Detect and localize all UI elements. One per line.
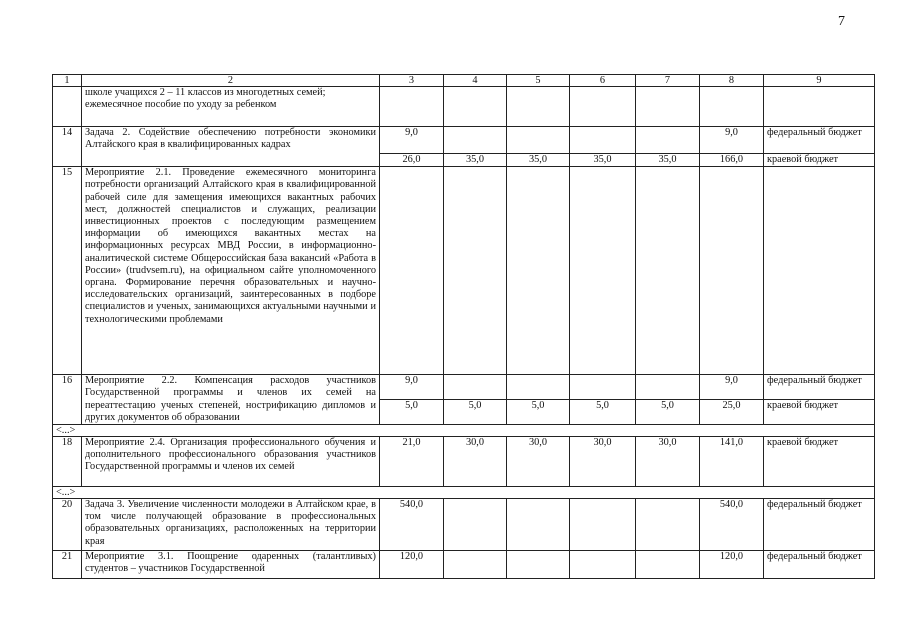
budget-table (52, 74, 875, 579)
header-cell: 4 (444, 75, 507, 87)
header-cell: 1 (53, 75, 82, 87)
row-number: 21 (53, 551, 82, 579)
omission-marker: <...> (53, 487, 875, 499)
value-cell: 540,0 (700, 499, 764, 551)
value-cell: 540,0 (380, 499, 444, 551)
header-cell: 8 (700, 75, 764, 87)
row-text: Мероприятие 2.2. Компенсация расходов участников Государственной программы и членов их семей на переаттестацию ученых степеней, нострификацию дипломов и других документов об образовании (82, 375, 380, 425)
table-row (53, 87, 875, 127)
source-cell: федеральный бюджет (764, 499, 875, 551)
header-cell: 5 (507, 75, 570, 87)
table-row (53, 499, 875, 551)
value-cell: 35,0 (570, 154, 636, 167)
value-cell: 35,0 (507, 154, 570, 167)
row-text: Мероприятие 2.1. Проведение ежемесячного мониторинга потребности организаций Алтайского края в квалифицированной рабочей силе для замещения имеющихся вакантных рабочих мест, должностей специалистов и служащих, реализации инвестиционных проектов с последующим размещением информации об имеющихся вакантных местах на информационных ресурсах МВД России, в информационно-аналитической системе Общероссийская база вакансий «Работа в России» (trudvsem.ru), на официальном сайте уполномоченного органа. Формирование перечня образовательных и научно-исследовательских организаций, заинтересованных в подборе специалистов и ученых, занимающихся актуальными научными и технологическими проблемами (82, 167, 380, 375)
row-number: 14 (53, 127, 82, 167)
row-number: 18 (53, 437, 82, 487)
row-text: Мероприятие 3.1. Поощрение одаренных (талантливых) студентов – участников Государственной (82, 551, 380, 579)
value-cell: 26,0 (380, 154, 444, 167)
source-cell: федеральный бюджет (764, 551, 875, 579)
row-number: 15 (53, 167, 82, 375)
row-text: Задача 2. Содействие обеспечению потребности экономики Алтайского края в квалифицированных кадрах (82, 127, 380, 167)
value-cell: 30,0 (507, 437, 570, 487)
table-row (53, 487, 875, 499)
header-cell: 7 (636, 75, 700, 87)
source-cell: федеральный бюджет (764, 127, 875, 154)
source-cell: краевой бюджет (764, 400, 875, 425)
row-number: 16 (53, 375, 82, 425)
row-number: 20 (53, 499, 82, 551)
header-cell: 2 (82, 75, 380, 87)
value-cell: 5,0 (444, 400, 507, 425)
value-cell: 120,0 (380, 551, 444, 579)
source-cell: краевой бюджет (764, 437, 875, 487)
header-cell: 9 (764, 75, 875, 87)
table-row (53, 127, 875, 154)
source-cell: федеральный бюджет (764, 375, 875, 400)
value-cell: 35,0 (636, 154, 700, 167)
table-row (53, 167, 875, 375)
value-cell: 141,0 (700, 437, 764, 487)
value-cell: 5,0 (507, 400, 570, 425)
column-number-row (53, 75, 875, 87)
value-cell: 9,0 (380, 375, 444, 400)
value-cell: 30,0 (570, 437, 636, 487)
value-cell: 30,0 (636, 437, 700, 487)
value-cell: 21,0 (380, 437, 444, 487)
row-text: школе учащихся 2 – 11 классов из многодетных семей; ежемесячное пособие по уходу за ребенком (82, 87, 380, 127)
value-cell: 9,0 (380, 127, 444, 154)
value-cell: 35,0 (444, 154, 507, 167)
value-cell: 120,0 (700, 551, 764, 579)
omission-marker: <...> (53, 425, 875, 437)
value-cell: 9,0 (700, 375, 764, 400)
value-cell: 25,0 (700, 400, 764, 425)
value-cell: 166,0 (700, 154, 764, 167)
table-row (53, 375, 875, 400)
header-cell: 3 (380, 75, 444, 87)
value-cell: 9,0 (700, 127, 764, 154)
value-cell: 5,0 (380, 400, 444, 425)
value-cell: 30,0 (444, 437, 507, 487)
value-cell: 5,0 (636, 400, 700, 425)
table-row (53, 551, 875, 579)
page-number: 7 (838, 14, 845, 29)
source-cell: краевой бюджет (764, 154, 875, 167)
row-text: Мероприятие 2.4. Организация профессионального обучения и дополнительного профессионального образования участников Государственной программы и членов их семей (82, 437, 380, 487)
value-cell: 5,0 (570, 400, 636, 425)
row-text: Задача 3. Увеличение численности молодежи в Алтайском крае, в том числе получающей образование в профессиональных образовательных организациях, расположенных на территории края (82, 499, 380, 551)
header-cell: 6 (570, 75, 636, 87)
table-row (53, 425, 875, 437)
table-row (53, 437, 875, 487)
